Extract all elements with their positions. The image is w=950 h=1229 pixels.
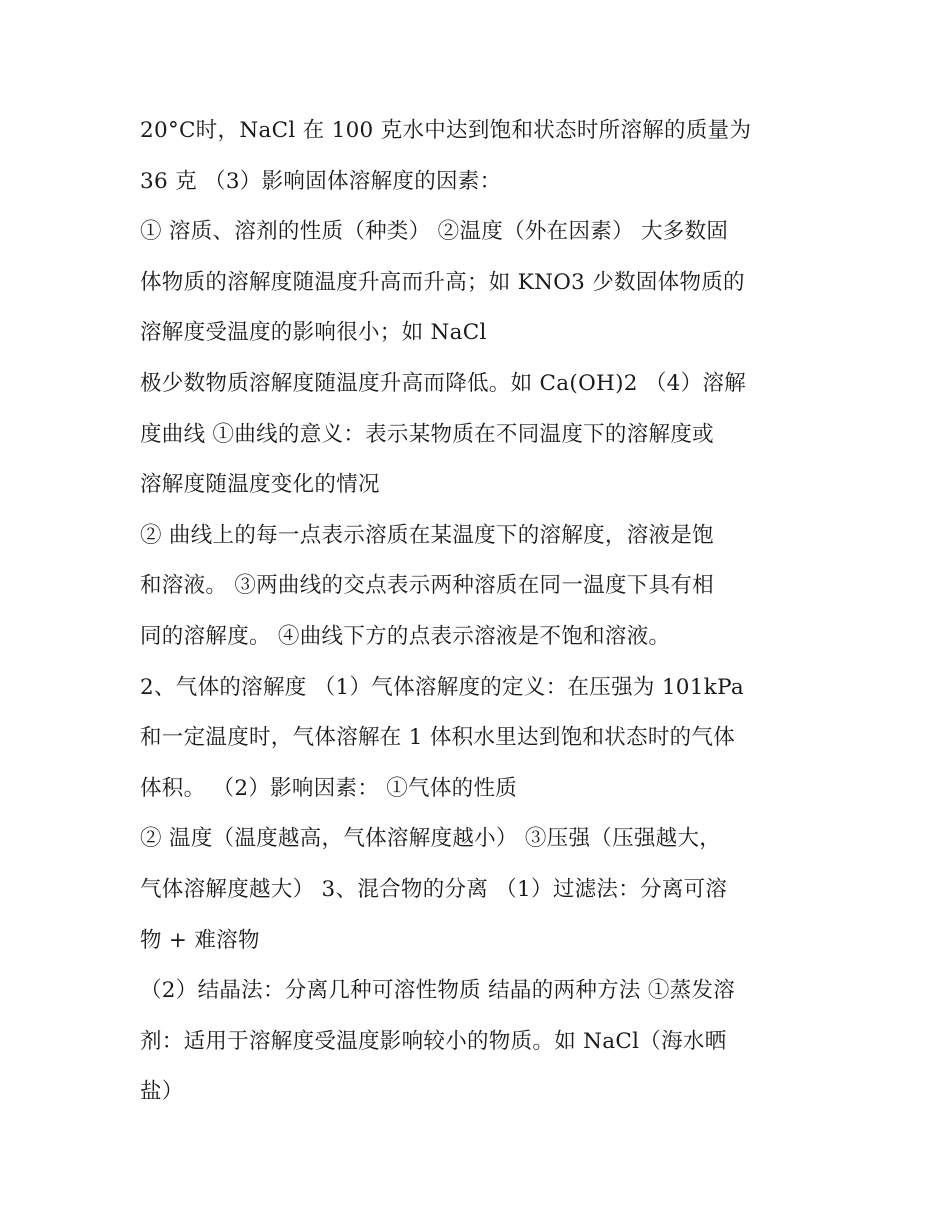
text-line-5: 溶解度受温度的影响很小；如 NaCl <box>140 320 487 346</box>
text-line-11: 同的溶解度。 ④曲线下方的点表示溶液是不饱和溶液。 <box>140 623 671 649</box>
text-line-16: 气体溶解度越大） 3、混合物的分离 （1）过滤法：分离可溶 <box>140 876 728 902</box>
text-line-19: 剂：适用于溶解度受温度影响较小的物质。如 NaCl（海水晒 <box>140 1028 727 1054</box>
text-line-14: 体积。 （2）影响因素： ①气体的性质 <box>140 775 518 801</box>
text-line-10: 和溶液。 ③两曲线的交点表示两种溶质在同一温度下具有相 <box>140 573 714 599</box>
text-line-8: 溶解度随温度变化的情况 <box>140 472 380 498</box>
text-line-15: ② 温度（温度越高，气体溶解度越小） ③压强（压强越大， <box>140 826 722 852</box>
text-line-20: 盐） <box>140 1079 184 1105</box>
text-line-1: 20°C时，NaCl 在 100 克水中达到饱和状态时所溶解的质量为 <box>140 118 752 143</box>
text-line-2: 36 克 （3）影响固体溶解度的因素： <box>140 168 502 194</box>
text-line-3: ① 溶质、溶剂的性质（种类） ②温度（外在因素） 大多数固 <box>140 219 729 245</box>
text-line-17: 物 + 难溶物 <box>140 927 260 953</box>
text-line-6: 极少数物质溶解度随温度升高而降低。如 Ca(OH)2 （4）溶解 <box>140 370 747 396</box>
body-text <box>140 106 820 1118</box>
text-line-9: ② 曲线上的每一点表示溶质在某温度下的溶解度，溶液是饱 <box>140 522 714 548</box>
text-line-13: 和一定温度时，气体溶解在 1 体积水里达到饱和状态时的气体 <box>140 725 736 751</box>
text-line-12: 2、气体的溶解度 （1）气体溶解度的定义：在压强为 101kPa <box>140 674 745 700</box>
text-line-18: （2）结晶法：分离几种可溶性物质 结晶的两种方法 ①蒸发溶 <box>140 978 736 1004</box>
text-line-7: 度曲线 ①曲线的意义：表示某物质在不同温度下的溶解度或 <box>140 421 714 447</box>
text-line-4: 体物质的溶解度随温度升高而升高；如 KNO3 少数固体物质的 <box>140 269 745 295</box>
